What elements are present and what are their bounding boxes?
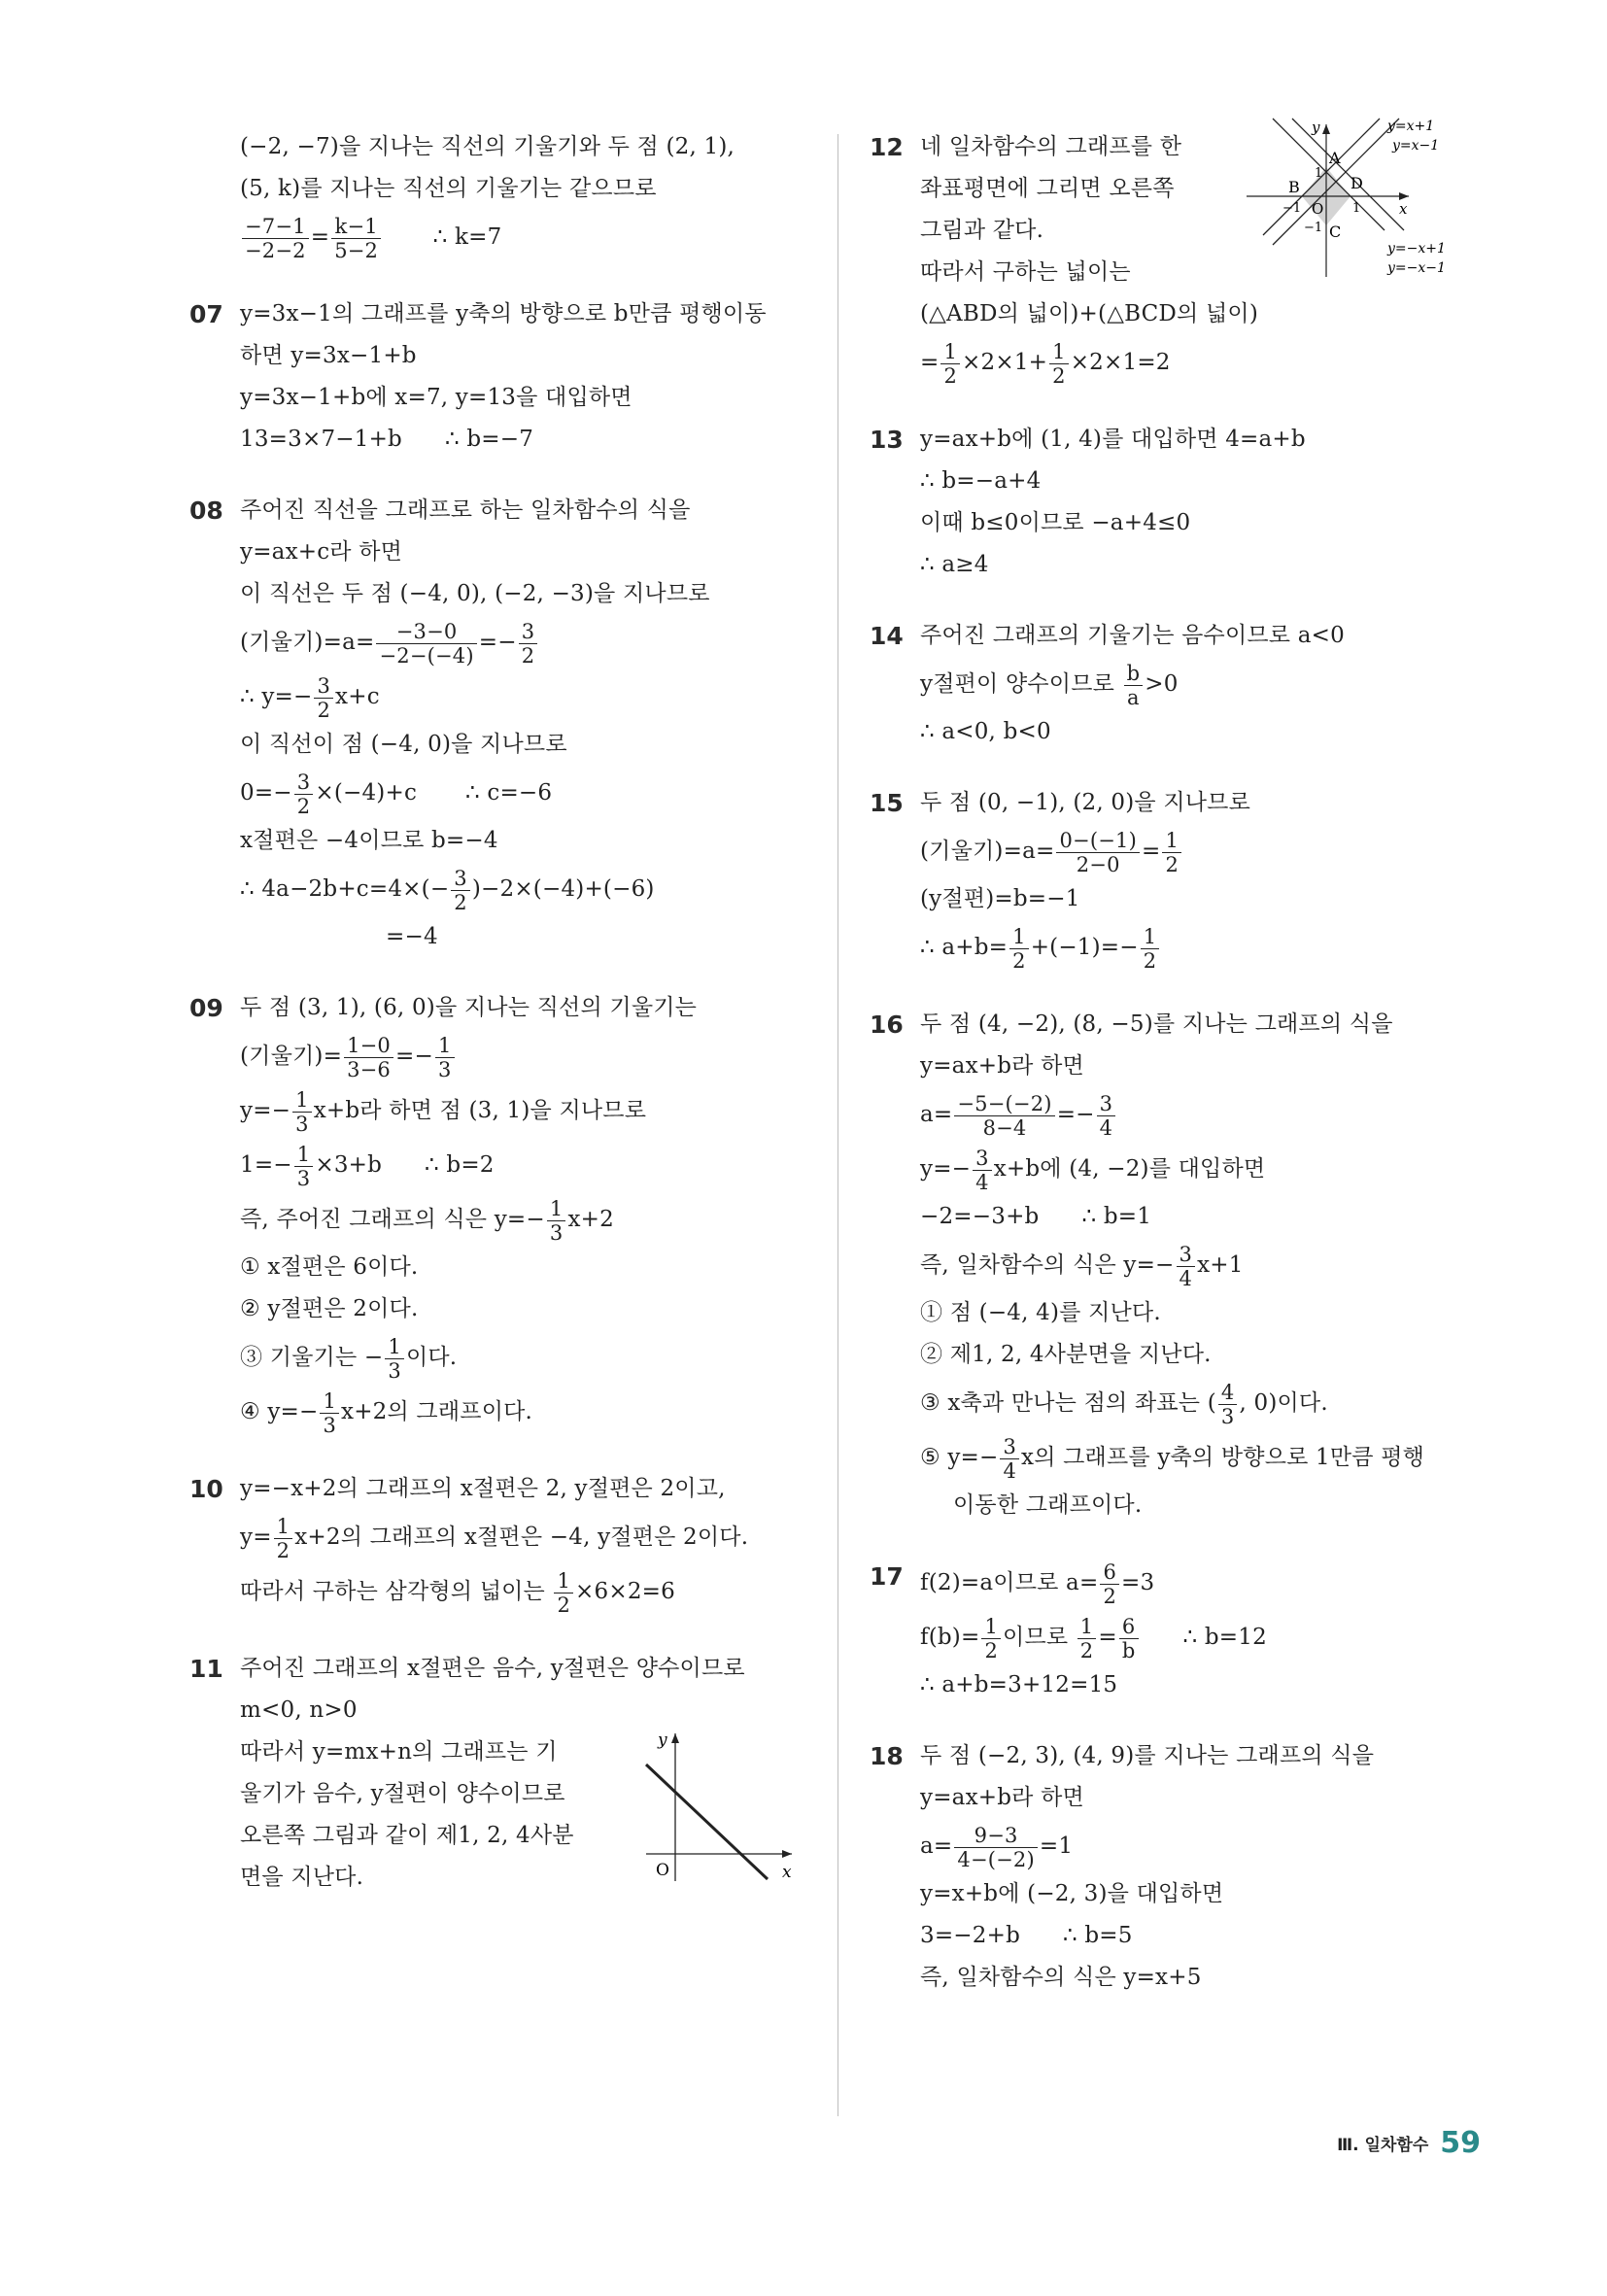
equation-line: 즉, 일차함수의 식은 y=− $\frac{3}{4}$ x+1	[920, 1242, 1244, 1290]
fraction: $\frac{k-1}{5-2}$	[331, 215, 381, 262]
equation-line: ∴ y=− $\frac{3}{2}$ x+c	[240, 673, 380, 722]
text-line: 이 직선이 점 (−4, 0)을 지나므로	[240, 732, 567, 757]
label-eq-3: y=−x+1	[1387, 241, 1446, 257]
problem-number: 15	[870, 789, 904, 817]
problem-11	[189, 1648, 811, 1899]
problem-number: 16	[870, 1011, 904, 1039]
problem-number: 18	[870, 1742, 904, 1770]
text-line: 오른쪽 그림과 같이 제1, 2, 4사분	[240, 1823, 574, 1848]
problem-08	[189, 490, 811, 958]
text-line: y=ax+c라 하면	[240, 539, 403, 565]
equation-line: a= $\frac{9-3}{4-(-2)}$ =1	[920, 1823, 1074, 1871]
problem-number: 10	[189, 1475, 223, 1503]
option-3: ③ x축과 만나는 점의 좌표는 ( $\frac{4}{3}$ , 0)이다.	[920, 1380, 1328, 1428]
text-line: y=ax+b라 하면	[920, 1785, 1084, 1810]
text-line: 두 점 (3, 1), (6, 0)을 지나는 직선의 기울기는	[240, 995, 698, 1020]
problem-number: 12	[870, 133, 904, 161]
problem-15	[870, 782, 1491, 975]
text-line: 면을 지난다.	[240, 1865, 364, 1890]
text-line: y=x+b에 (−2, 3)을 대입하면	[920, 1881, 1224, 1906]
page-footer	[1337, 2126, 1481, 2160]
problem-18	[870, 1735, 1491, 1999]
equation-line: =−4	[386, 924, 438, 949]
point-c: C	[1329, 223, 1342, 241]
page-number: 59	[1440, 2126, 1481, 2160]
text-line: 두 점 (4, −2), (8, −5)를 지나는 그래프의 식을	[920, 1011, 1393, 1037]
option-3: ③ 기울기는 − $\frac{1}{3}$ 이다.	[240, 1334, 458, 1383]
equation-line: y=− $\frac{3}{4}$ x+b에 (4, −2)를 대입하면	[920, 1146, 1266, 1194]
line-y-eq-x-minus-1	[1292, 119, 1404, 230]
x-label: x	[782, 1863, 792, 1882]
text-line: 두 점 (−2, 3), (4, 9)를 지나는 그래프의 식을	[920, 1743, 1375, 1768]
equation-line: 3=−2+b ∴ b=5	[920, 1923, 1133, 1948]
equation-line: 13=3×7−1+b ∴ b=−7	[240, 427, 534, 452]
text-line: 이때 b≤0이므로 −a+4≤0	[920, 510, 1191, 535]
equation-line: y절편이 양수이므로 $\frac{b}{a}$ >0	[920, 661, 1179, 709]
option-4: ④ y=− $\frac{1}{3}$ x+2의 그래프이다.	[240, 1388, 533, 1437]
x-axis-arrow	[1399, 192, 1409, 200]
equation-line: $\frac{-7-1}{-2-2}$ = $\frac{k-1}{5-2}$ ∴ k=7	[240, 210, 811, 264]
problem-number: 07	[189, 300, 223, 328]
equation-line: ∴ a+b= $\frac{1}{2}$ +(−1)=− $\frac{1}{2}$	[920, 920, 1491, 975]
problem-number: 17	[870, 1562, 904, 1591]
equation-line: 따라서 구하는 삼각형의 넓이는 $\frac{1}{2}$ ×6×2=6	[240, 1568, 675, 1617]
point-b: B	[1288, 178, 1300, 196]
text-line: (−2, −7)을 지나는 직선의 기울기와 두 점 (2, 1),	[240, 134, 735, 159]
problem-12	[870, 119, 1491, 390]
equation-line: (기울기)=a= $\frac{-3-0}{-2-(-4)}$ =− $\frac{3}{2}$	[240, 615, 811, 669]
tick-y-1: 1	[1315, 166, 1323, 181]
problem-10	[189, 1468, 811, 1619]
graph-figure	[636, 1726, 802, 1891]
option-1: ① 점 (−4, 4)를 지난다.	[920, 1300, 1161, 1325]
equation-line: a= $\frac{-5-(-2)}{8-4}$ =− $\frac{3}{4}$	[920, 1087, 1491, 1142]
tick-y-minus-1: −1	[1304, 221, 1323, 235]
equation-line: y=− $\frac{1}{3}$ x+b라 하면 점 (3, 1)을 지나므로	[240, 1087, 647, 1136]
option-5: ⑤ y=− $\frac{3}{4}$ x의 그래프를 y축의 방향으로 1만큼 평행	[920, 1434, 1425, 1483]
text-line: m<0, n>0	[240, 1697, 358, 1723]
text-line: y=−x+2의 그래프의 x절편은 2, y절편은 2이고,	[240, 1476, 726, 1501]
problem-number: 14	[870, 622, 904, 650]
equation-line: f(2)=a이므로 a= $\frac{6}{2}$ =3	[920, 1559, 1155, 1608]
option-5-cont: 이동한 그래프이다.	[953, 1492, 1143, 1518]
text-line: 주어진 직선을 그래프로 하는 일차함수의 식을	[240, 497, 691, 523]
text-line: 하면 y=3x−1+b	[240, 343, 417, 368]
equation-line: (기울기)=a= $\frac{0-(-1)}{2-0}$ = $\frac{1}{2}$	[920, 824, 1491, 878]
option-2: ② 제1, 2, 4사분면을 지난다.	[920, 1342, 1212, 1367]
equation-line: 0=− $\frac{3}{2}$ ×(−4)+c ∴ c=−6	[240, 770, 553, 818]
text-line: 따라서 구하는 넓이는	[920, 259, 1131, 285]
problem-16	[870, 1004, 1491, 1526]
equation-line: 1=− $\frac{1}{3}$ ×3+b ∴ b=2	[240, 1142, 495, 1190]
equation-line: 즉, 주어진 그래프의 식은 y=− $\frac{1}{3}$ x+2	[240, 1196, 614, 1245]
text-line: y=ax+b라 하면	[920, 1053, 1084, 1079]
text-line: 주어진 그래프의 x절편은 음수, y절편은 양수이므로	[240, 1656, 745, 1681]
problem-13	[870, 419, 1491, 586]
text-line: 네 일차함수의 그래프를 한	[920, 134, 1182, 159]
text-line: 그림과 같다.	[920, 218, 1044, 243]
point-a: A	[1329, 149, 1341, 167]
text-line: y=3x−1의 그래프를 y축의 방향으로 b만큼 평행이동	[240, 301, 767, 326]
left-column	[189, 126, 811, 1928]
text-line: (△ABD의 넓이)+(△BCD의 넓이)	[920, 301, 1258, 326]
text-line: ∴ a+b=3+12=15	[920, 1672, 1118, 1697]
x-axis-arrow	[782, 1850, 792, 1858]
label-eq-4: y=−x−1	[1387, 260, 1446, 276]
tick-x-1: 1	[1352, 201, 1361, 216]
text-line: ∴ b=−a+4	[920, 468, 1042, 494]
y-axis-arrow	[1322, 124, 1330, 134]
text-line: 울기가 음수, y절편이 양수이므로	[240, 1781, 565, 1806]
label-eq-1: y=x+1	[1387, 119, 1435, 134]
y-axis-arrow	[671, 1733, 679, 1743]
y-label: y	[658, 1731, 667, 1750]
option-2: ② y절편은 2이다.	[240, 1296, 419, 1321]
problem-17	[870, 1556, 1491, 1706]
point-d: D	[1351, 174, 1363, 192]
equation-line: = $\frac{1}{2}$ ×2×1+ $\frac{1}{2}$ ×2×1=2	[920, 339, 1171, 388]
equation-line: −2=−3+b ∴ b=1	[920, 1204, 1152, 1229]
y-label: y	[1312, 119, 1320, 136]
problem-07	[189, 293, 811, 461]
text-line: y=3x−1+b에 x=7, y=13을 대입하면	[240, 385, 633, 410]
equation-line: ∴ 4a−2b+c=4×(− $\frac{3}{2}$ )−2×(−4)+(−6)	[240, 866, 655, 914]
label-eq-2: y=x−1	[1392, 138, 1440, 154]
problem-number: 11	[189, 1655, 223, 1683]
text-line: x절편은 −4이므로 b=−4	[240, 828, 498, 853]
text-line: (y절편)=b=−1	[920, 886, 1080, 911]
section-label: Ⅲ. 일차함수	[1337, 2136, 1429, 2155]
problem-number: 08	[189, 497, 223, 525]
origin-label: O	[656, 1861, 669, 1880]
text-line: 주어진 그래프의 기울기는 음수이므로 a<0	[920, 623, 1345, 648]
text-line: 두 점 (0, −1), (2, 0)을 지나므로	[920, 790, 1251, 815]
text-line: 즉, 일차함수의 식은 y=x+5	[920, 1965, 1202, 1990]
text-line: 따라서 y=mx+n의 그래프는 기	[240, 1739, 558, 1765]
fraction: $\frac{-7-1}{-2-2}$	[242, 215, 309, 262]
tick-x-minus-1: −1	[1282, 201, 1302, 216]
problem-number: 13	[870, 426, 904, 454]
text-line: 좌표평면에 그리면 오른쪽	[920, 176, 1175, 201]
option-1: ① x절편은 6이다.	[240, 1254, 419, 1280]
x-label: x	[1399, 200, 1408, 218]
text-line: ∴ a≥4	[920, 552, 989, 577]
equation-line: y= $\frac{1}{2}$ x+2의 그래프의 x절편은 −4, y절편은 2이다.	[240, 1514, 749, 1562]
four-lines-figure	[1244, 117, 1487, 282]
text-line: (5, k)를 지나는 직선의 기울기는 같으므로	[240, 176, 657, 201]
equation-line: f(b)= $\frac{1}{2}$ 이므로 $\frac{1}{2}$ = $\frac{6}{b}$ ∴ b=12	[920, 1614, 1267, 1662]
right-column	[870, 119, 1491, 2028]
problem-continued	[189, 126, 811, 264]
problem-number: 09	[189, 994, 223, 1022]
equation-line: (기울기)= $\frac{1-0}{3-6}$ =− $\frac{1}{3}$	[240, 1029, 811, 1083]
text-line: y=ax+b에 (1, 4)를 대입하면 4=a+b	[920, 427, 1306, 452]
problem-09	[189, 987, 811, 1439]
origin-label: O	[1312, 200, 1324, 218]
text-line: ∴ a<0, b<0	[920, 719, 1051, 744]
text-line: 이 직선은 두 점 (−4, 0), (−2, −3)을 지나므로	[240, 581, 710, 606]
problem-14	[870, 615, 1491, 753]
